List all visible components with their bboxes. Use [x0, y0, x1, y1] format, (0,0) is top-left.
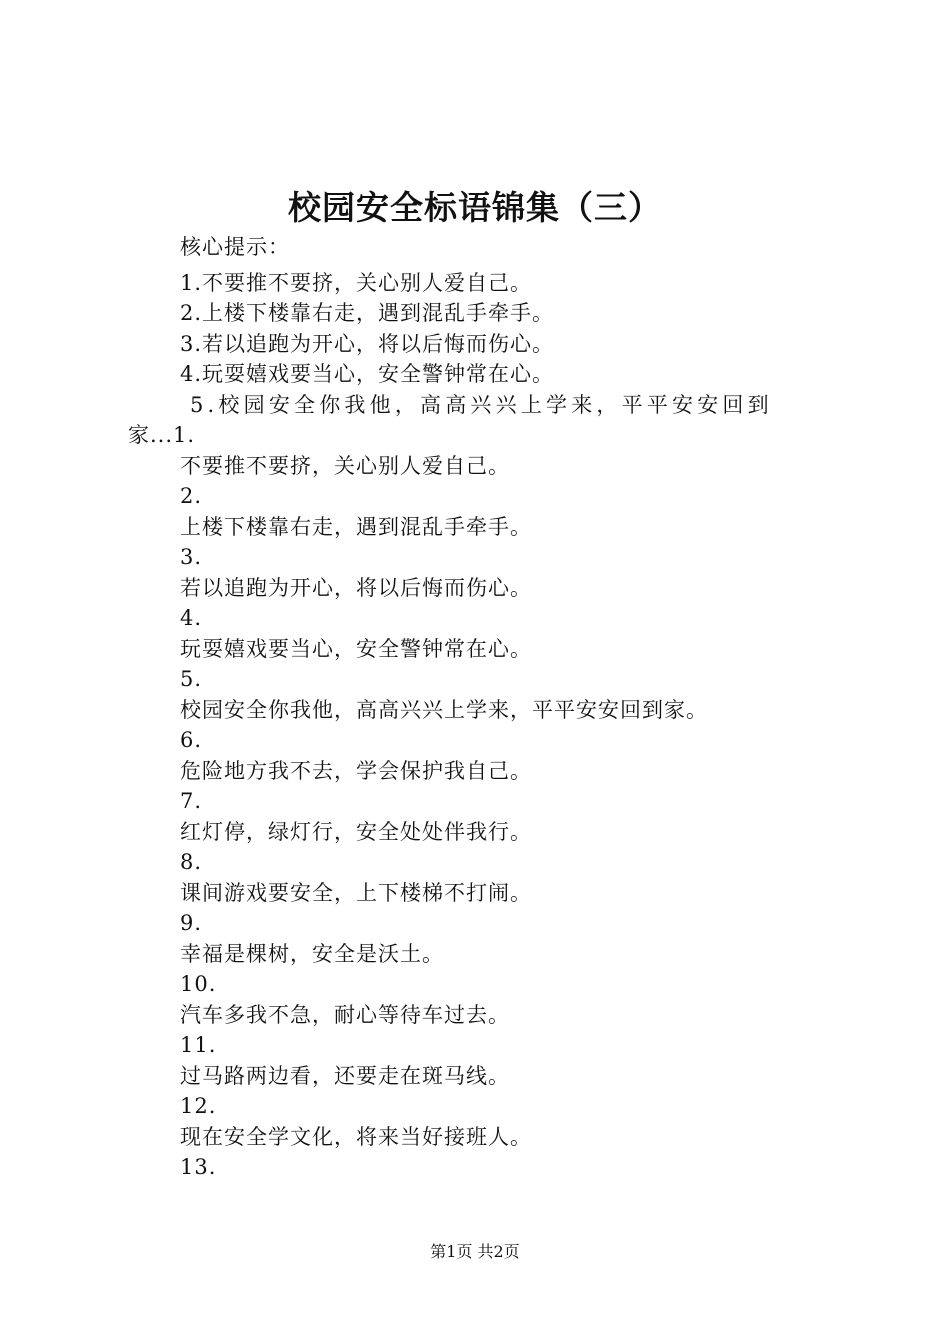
text-line: 红灯停，绿灯行，安全处处伴我行。	[180, 820, 532, 844]
text-line: 4.	[180, 606, 203, 630]
text-line: 2.	[180, 484, 203, 508]
text-line: 6.	[180, 728, 203, 752]
text-line: 核心提示：	[180, 235, 290, 259]
text-line: 5.校园安全你我他，高高兴兴上学来，平平安安回到	[190, 393, 773, 417]
text-line: 上楼下楼靠右走，遇到混乱手牵手。	[180, 515, 532, 539]
text-line: 5.	[180, 667, 203, 691]
document-title: 校园安全标语锦集（三）	[288, 188, 662, 227]
text-line: 过马路两边看，还要走在斑马线。	[180, 1064, 510, 1088]
text-line: 8.	[180, 850, 203, 874]
text-line: 不要推不要挤，关心别人爱自己。	[180, 454, 510, 478]
text-line: 11.	[180, 1033, 217, 1057]
text-line: 现在安全学文化，将来当好接班人。	[180, 1125, 532, 1149]
text-line: 1.不要推不要挤，关心别人爱自己。	[180, 271, 533, 295]
text-line: 2.上楼下楼靠右走，遇到混乱手牵手。	[180, 301, 555, 325]
text-line: 4.玩耍嬉戏要当心，安全警钟常在心。	[180, 362, 555, 386]
text-line: 危险地方我不去，学会保护我自己。	[180, 759, 532, 783]
text-line: 汽车多我不急，耐心等待车过去。	[180, 1003, 510, 1027]
text-line: 7.	[180, 789, 203, 813]
text-line: 9.	[180, 911, 203, 935]
text-line: 13.	[180, 1155, 217, 1179]
text-line: 若以追跑为开心，将以后悔而伤心。	[180, 576, 532, 600]
text-line: 3.若以追跑为开心，将以后悔而伤心。	[180, 332, 555, 356]
text-line: 3.	[180, 545, 203, 569]
text-line: 家...1.	[128, 423, 196, 447]
text-line: 幸福是棵树，安全是沃土。	[180, 942, 444, 966]
text-line: 课间游戏要安全，上下楼梯不打闹。	[180, 881, 532, 905]
text-line: 玩耍嬉戏要当心，安全警钟常在心。	[180, 637, 532, 661]
text-line: 12.	[180, 1094, 217, 1118]
text-line: 10.	[180, 972, 217, 996]
text-line: 校园安全你我他，高高兴兴上学来，平平安安回到家。	[180, 698, 708, 722]
page-footer: 第1页 共2页	[430, 1242, 520, 1261]
